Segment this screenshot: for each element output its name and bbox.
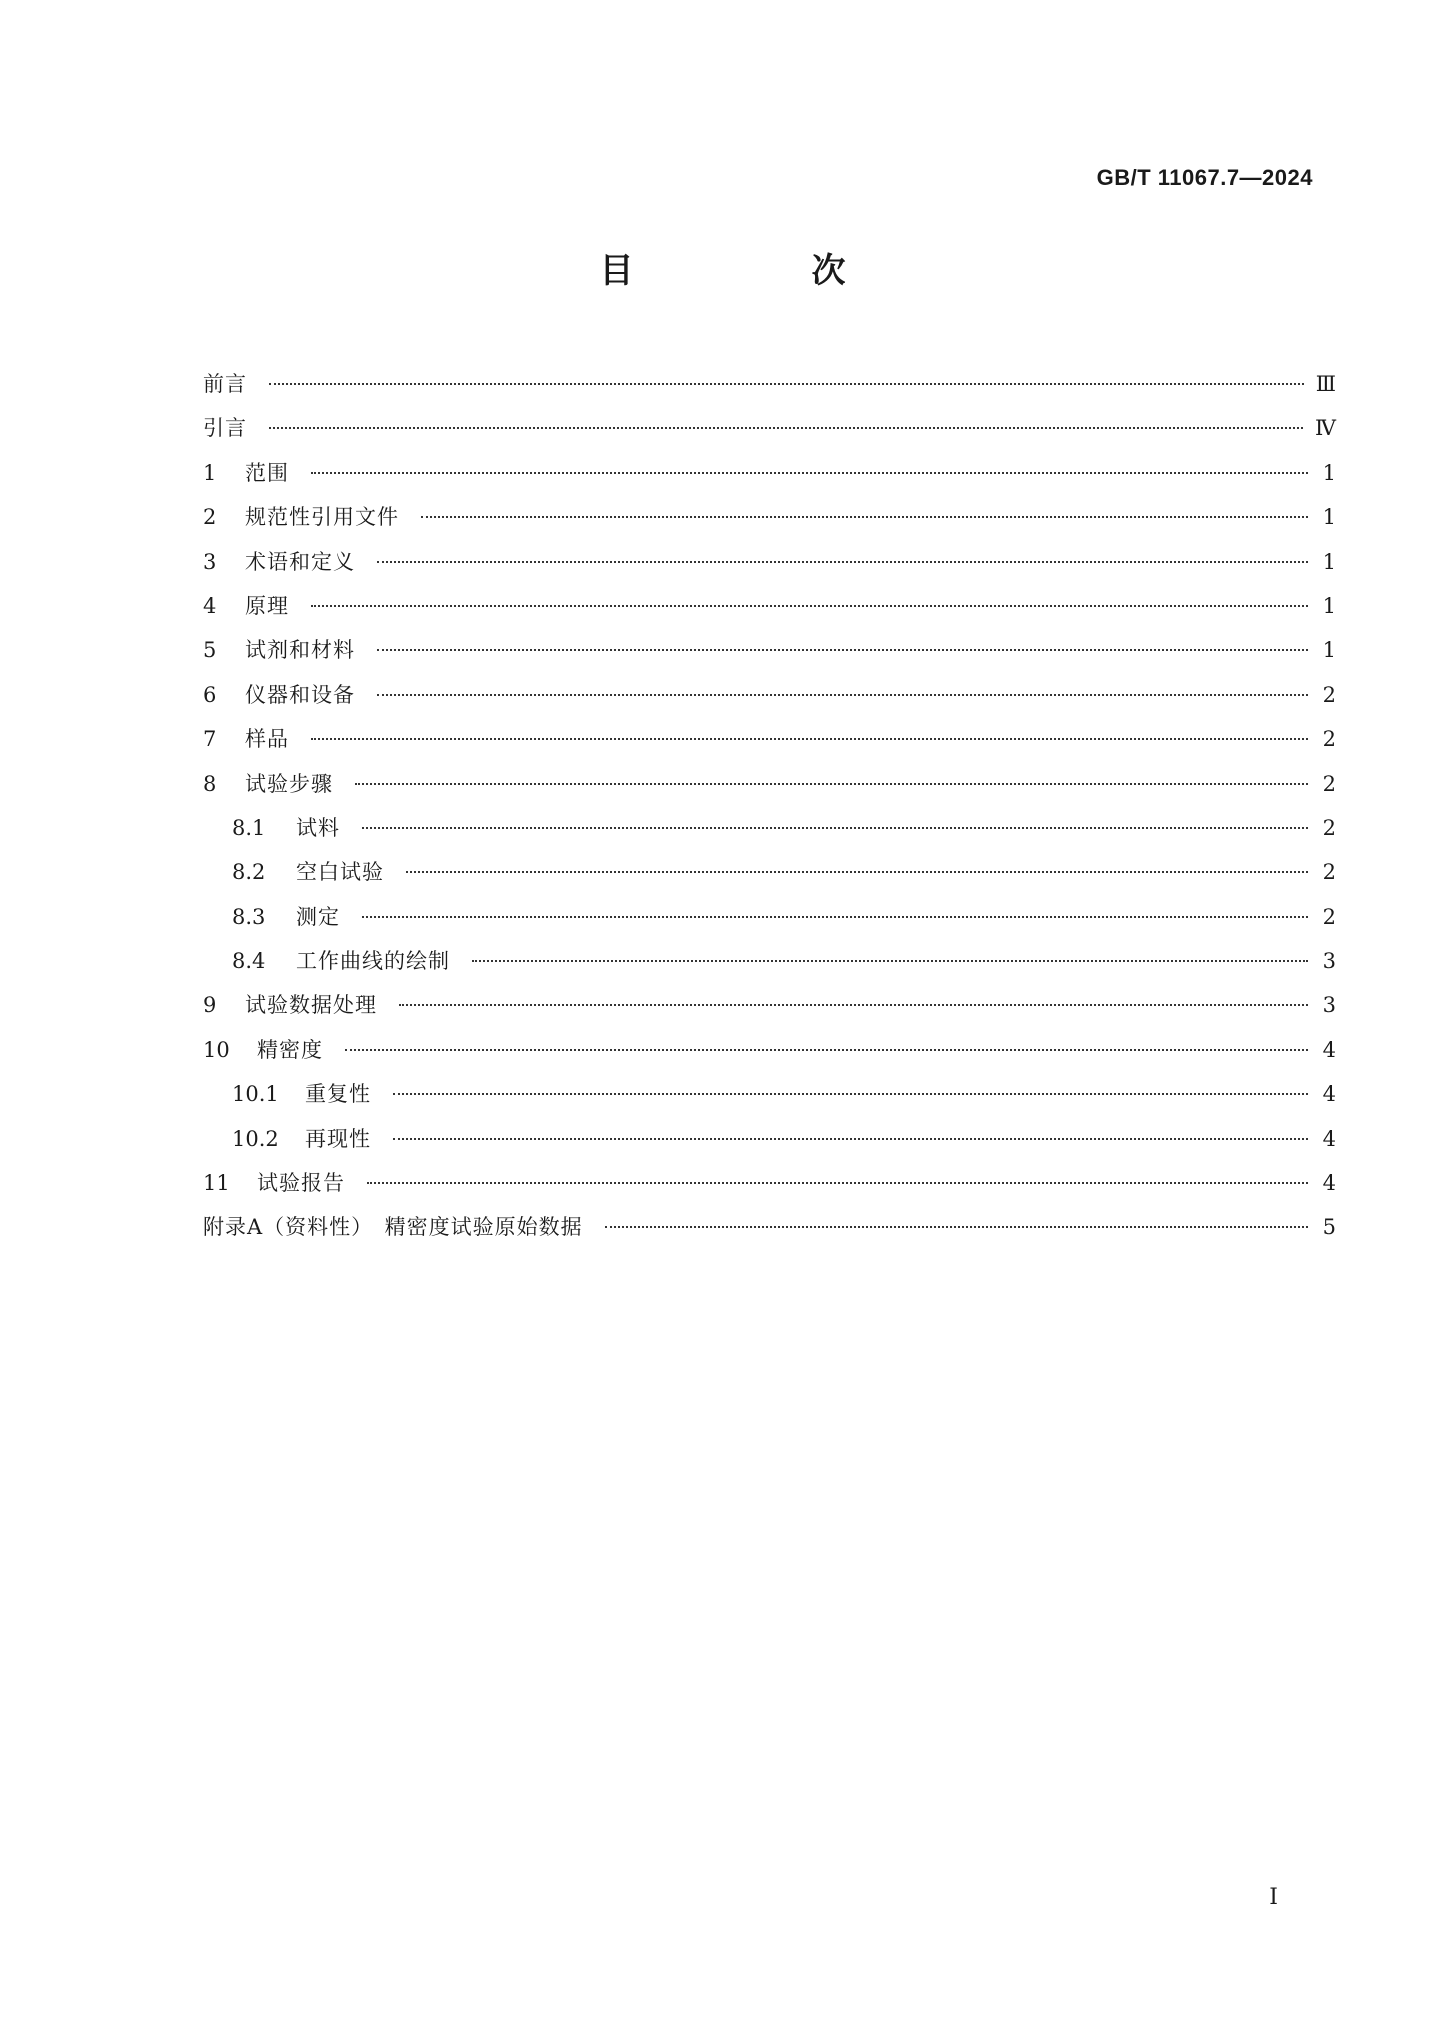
toc-entry-label: 工作曲线的绘制 [296, 949, 450, 974]
toc-leader-dots [377, 693, 1308, 696]
toc-entry-page: 1 [1322, 549, 1336, 574]
toc-entry-label: 试料 [296, 815, 340, 840]
toc-leader-dots [605, 1225, 1308, 1228]
toc-entry-label: 精密度 [257, 1037, 323, 1062]
toc-leader-dots [393, 1092, 1308, 1095]
toc-entry-page: 2 [1322, 771, 1336, 796]
page-number: Ⅰ [1269, 1885, 1278, 1910]
toc-entry-number: 8.4 [232, 949, 266, 974]
toc-entry-number: 8.1 [232, 815, 266, 840]
toc-entry-8-1[interactable] [203, 812, 1336, 856]
toc-entry-label: 规范性引用文件 [245, 505, 399, 530]
page-title: 目 次 [599, 251, 918, 291]
toc-entry-page: 3 [1322, 949, 1336, 974]
toc-entry-4[interactable] [203, 590, 1336, 634]
toc-entry-label: 试剂和材料 [245, 638, 355, 663]
toc-entry-introduction[interactable] [203, 412, 1336, 456]
toc-leader-dots [311, 471, 1308, 474]
toc-entry-label: 试验步骤 [245, 771, 333, 796]
toc-entry-label: 测定 [296, 904, 340, 929]
toc-entry-label: 原理 [245, 593, 289, 618]
toc-entry-label: 仪器和设备 [245, 682, 355, 707]
toc-entry-8-4[interactable] [203, 945, 1336, 989]
toc-entry-label: 再现性 [305, 1126, 371, 1151]
toc-leader-dots [311, 737, 1308, 740]
toc-entry-page: 2 [1322, 727, 1336, 752]
toc-entry-label: 试验数据处理 [245, 993, 377, 1018]
toc-entry-number: 7 [203, 727, 217, 752]
toc-leader-dots [399, 1003, 1308, 1006]
standard-number: GB/T 11067.7—2024 [1096, 165, 1313, 190]
toc-entry-3[interactable] [203, 546, 1336, 590]
toc-leader-dots [355, 782, 1308, 785]
toc-entry-label: 前言 [203, 372, 247, 396]
toc-entry-label: 试验报告 [257, 1171, 345, 1196]
toc-entry-9[interactable] [203, 989, 1336, 1033]
toc-leader-dots [377, 648, 1308, 651]
table-of-contents [203, 368, 1336, 1256]
toc-entry-label: 附录A（资料性） 精密度试验原始数据 [203, 1215, 583, 1240]
toc-leader-dots [377, 560, 1308, 563]
toc-entry-number: 6 [203, 682, 217, 707]
toc-entry-number: 8.3 [232, 904, 266, 929]
toc-leader-dots [269, 426, 1303, 429]
toc-entry-page: Ⅳ [1315, 416, 1336, 441]
toc-entry-8[interactable] [203, 768, 1336, 812]
toc-entry-page: 2 [1322, 904, 1336, 929]
toc-leader-dots [269, 382, 1304, 385]
toc-entry-6[interactable] [203, 679, 1336, 723]
toc-entry-number: 3 [203, 549, 217, 574]
toc-entry-page: 4 [1322, 1037, 1336, 1062]
toc-entry-5[interactable] [203, 634, 1336, 678]
toc-leader-dots [345, 1048, 1308, 1051]
toc-entry-number: 8.2 [232, 860, 266, 885]
toc-entry-page: 5 [1322, 1215, 1336, 1240]
toc-entry-10[interactable] [203, 1034, 1336, 1078]
toc-entry-label: 样品 [245, 727, 289, 752]
toc-entry-label: 重复性 [305, 1082, 371, 1107]
toc-entry-number: 4 [203, 593, 217, 618]
toc-entry-page: 2 [1322, 860, 1336, 885]
toc-entry-page: 3 [1322, 993, 1336, 1018]
toc-entry-page: 1 [1322, 638, 1336, 663]
toc-entry-number: 5 [203, 638, 217, 663]
toc-entry-label: 引言 [203, 416, 247, 441]
toc-leader-dots [472, 959, 1308, 962]
toc-entry-number: 8 [203, 771, 217, 796]
toc-entry-number: 1 [203, 460, 217, 485]
toc-entry-10-1[interactable] [203, 1078, 1336, 1122]
toc-leader-dots [362, 826, 1308, 829]
toc-leader-dots [362, 915, 1308, 918]
toc-leader-dots [393, 1137, 1308, 1140]
toc-entry-number: 10.1 [232, 1082, 279, 1107]
toc-entry-page: 1 [1322, 505, 1336, 530]
toc-entry-page: 1 [1322, 593, 1336, 618]
toc-entry-8-3[interactable] [203, 901, 1336, 945]
toc-entry-label: 术语和定义 [245, 549, 355, 574]
toc-entry-10-2[interactable] [203, 1123, 1336, 1167]
toc-entry-11[interactable] [203, 1167, 1336, 1211]
toc-entry-page: 1 [1322, 460, 1336, 485]
toc-entry-label: 范围 [245, 460, 289, 485]
toc-entry-1[interactable] [203, 457, 1336, 501]
toc-entry-number: 11 [203, 1171, 230, 1196]
toc-leader-dots [367, 1181, 1308, 1184]
toc-entry-appendix-a[interactable] [203, 1211, 1336, 1255]
toc-entry-number: 9 [203, 993, 217, 1018]
toc-entry-page: 2 [1322, 682, 1336, 707]
toc-entry-page: 4 [1322, 1171, 1336, 1196]
toc-entry-page: Ⅲ [1315, 372, 1336, 396]
toc-leader-dots [421, 515, 1308, 518]
toc-entry-page: 2 [1322, 815, 1336, 840]
toc-entry-foreword[interactable] [203, 368, 1336, 412]
toc-entry-page: 4 [1322, 1126, 1336, 1151]
toc-entry-number: 10 [203, 1037, 230, 1062]
toc-entry-8-2[interactable] [203, 856, 1336, 900]
toc-entry-page: 4 [1322, 1082, 1336, 1107]
toc-leader-dots [311, 604, 1308, 607]
toc-entry-number: 2 [203, 505, 217, 530]
toc-leader-dots [406, 870, 1308, 873]
toc-entry-label: 空白试验 [296, 860, 384, 885]
toc-entry-2[interactable] [203, 501, 1336, 545]
toc-entry-number: 10.2 [232, 1126, 279, 1151]
toc-entry-7[interactable] [203, 723, 1336, 767]
